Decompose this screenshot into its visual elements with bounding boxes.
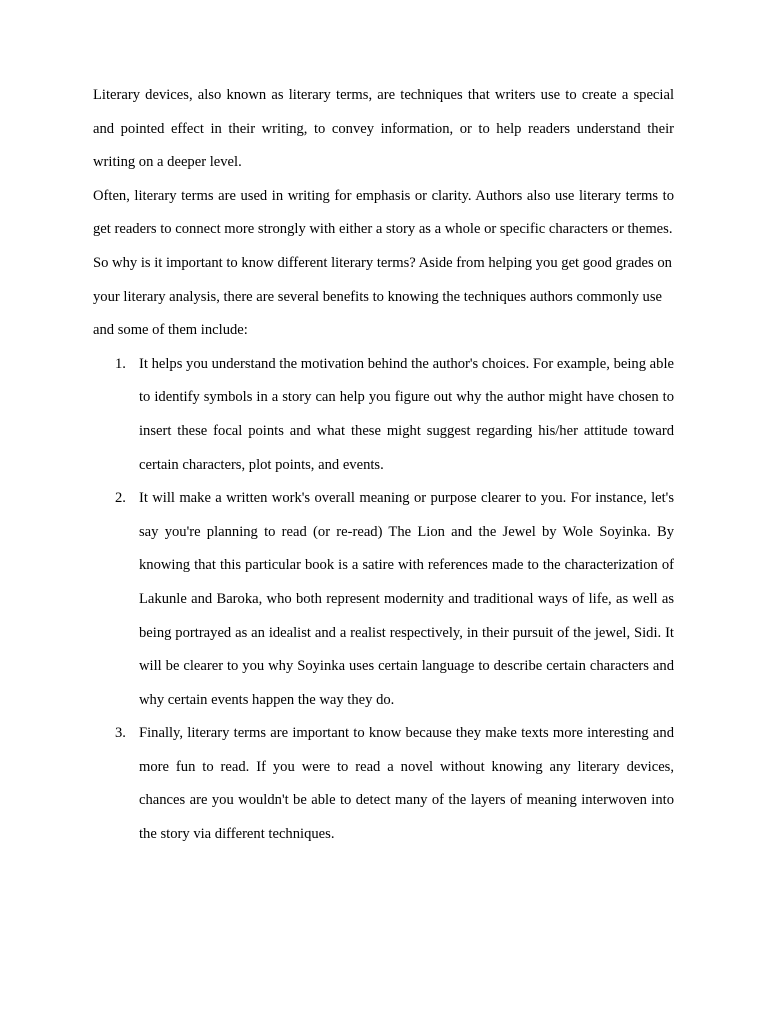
list-item-number: 1. — [115, 355, 126, 372]
list-item-number: 3. — [115, 725, 126, 742]
document-page — [93, 79, 674, 852]
list-item — [93, 482, 674, 717]
list-item — [93, 717, 674, 851]
list-item-number: 2. — [115, 490, 126, 507]
list-item — [93, 348, 674, 482]
list-item-text: Finally, literary terms are important to know because they make texts more interesting and more fun to read. If you were to read a novel without knowing any literary devices, chances are you wouldn't be able to detect many of the layers of meaning interwoven into the story via different techniques. — [139, 725, 674, 843]
list-item-text: It will make a written work's overall meaning or purpose clearer to you. For instance, let's say you're planning to read (or re-read) The Lion and the Jewel by Wole Soyinka. By knowing that this particular book is a satire with references made to the characterization of Lakunle and Baroka, who both represent modernity and traditional ways of life, as well as being portrayed as an idealist and a realist respectively, in their pursuit of the jewel, Sidi. It will be clearer to you why Soyinka uses certain language to describe certain characters and why certain events happen the way they do. — [139, 490, 674, 708]
intro-paragraph: Literary devices, also known as literary terms, are techniques that writers use to create a special and pointed effect in their writing, to convey information, or to help readers understand their writing on a deeper level. — [93, 87, 674, 171]
emphasis-paragraph: Often, literary terms are used in writing for emphasis or clarity. Authors also use literary terms to get readers to connect more strongly with either a story as a whole or specific characters or themes. — [93, 187, 674, 238]
benefits-list — [93, 348, 674, 852]
list-item-text: It helps you understand the motivation behind the author's choices. For example, being able to identify symbols in a story can help you figure out why the author might have chosen to insert these focal points and what these might suggest regarding his/her attitude toward certain characters, plot points, and events. — [139, 355, 674, 473]
benefits-paragraph: So why is it important to know different literary terms? Aside from helping you get good grades on your literary analysis, there are several benefits to knowing the techniques authors commonly use and some of them include: — [93, 254, 672, 339]
